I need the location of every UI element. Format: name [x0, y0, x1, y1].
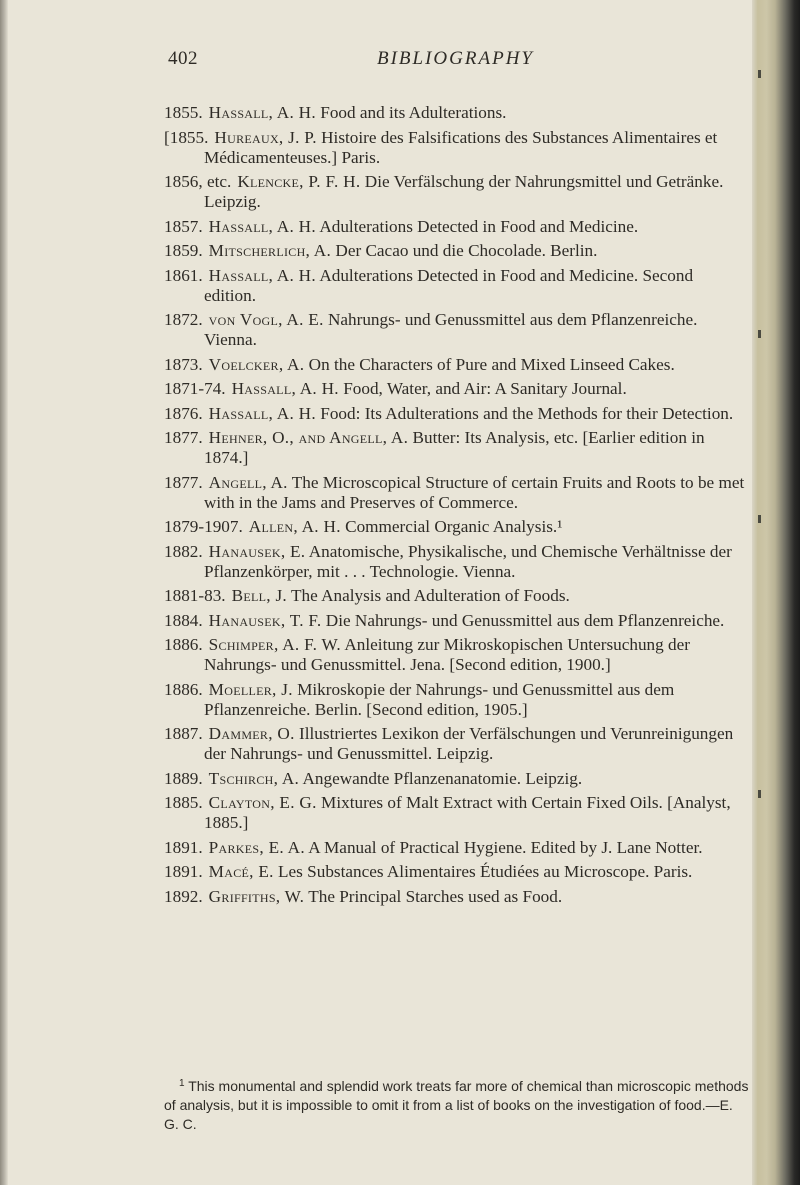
- entry-year: 1887.: [164, 724, 203, 743]
- edge-speck: [758, 515, 761, 523]
- entry-year: [1855.: [164, 127, 209, 147]
- bibliography-entry: [164, 428, 749, 468]
- entry-year: 1873.: [164, 354, 203, 374]
- bibliography-entry: [164, 542, 749, 582]
- entry-text: Anleitung zur Mikroskopischen Untersuchung der Nahrungs- und Genussmittel. Jena. [Second edition, 1900.]: [204, 635, 690, 674]
- entry-author: Schimper, A. F. W.: [208, 635, 342, 654]
- bibliography-entry: [164, 310, 749, 350]
- entry-year: 1886.: [164, 635, 203, 654]
- entry-text: Anatomische, Physikalische, und Chemische Verhältnisse der Pflanzenkörper, mit . . . Technologie. Vienna.: [204, 541, 732, 581]
- entry-author: Hassall, A. H.: [208, 403, 316, 423]
- entry-author: Hanausek, T. F.: [208, 610, 322, 630]
- entry-text: Adulterations Detected in Food and Medicine. Second edition.: [204, 265, 694, 305]
- entry-author: Hehner, O., and Angell, A.: [208, 428, 409, 447]
- entry-author: Voelcker, A.: [208, 354, 305, 374]
- entry-year: 1876.: [164, 403, 203, 423]
- entry-year: 1861.: [164, 265, 203, 285]
- bibliography-entry: [164, 769, 749, 789]
- entry-text: Angewandte Pflanzenanatomie. Leipzig.: [299, 768, 583, 788]
- bibliography-entry: [164, 379, 749, 399]
- bibliography-entry: [164, 103, 749, 123]
- edge-speck: [758, 70, 761, 78]
- bibliography-entry: [164, 680, 749, 720]
- bibliography-entry: [164, 128, 749, 168]
- entry-year: 1881-83.: [164, 586, 226, 605]
- entry-year: 1879-1907.: [164, 517, 243, 536]
- bibliography-entry: [164, 473, 749, 513]
- entry-author: Hanausek, E.: [208, 541, 306, 561]
- page-left-edge-shadow: [0, 0, 8, 1185]
- entry-year: 1872.: [164, 310, 203, 329]
- edge-speck: [758, 790, 761, 798]
- entry-text: Der Cacao und die Chocolade. Berlin.: [331, 241, 598, 260]
- entry-author: Hassall, A. H.: [208, 265, 316, 285]
- entry-text: Die Nahrungs- und Genussmittel aus dem Pflanzenreiche.: [321, 610, 725, 630]
- entry-text: Food and its Adulterations.: [315, 103, 507, 122]
- entry-author: Allen, A. H.: [248, 517, 341, 536]
- entry-year: 1886.: [164, 679, 203, 699]
- entry-text: Food, Water, and Air: A Sanitary Journal.: [338, 379, 627, 398]
- bibliography-entry: [164, 355, 749, 375]
- entry-year: 1885.: [164, 793, 203, 812]
- entry-year: 1884.: [164, 610, 203, 630]
- entry-author: Hassall, A. H.: [208, 103, 316, 122]
- bibliography-entry: [164, 266, 749, 306]
- entry-text: A Manual of Practical Hygiene. Edited by J. Lane Notter.: [304, 837, 703, 857]
- entry-text: Commercial Organic Analysis.¹: [340, 517, 563, 536]
- running-head: BIBLIOGRAPHY: [377, 48, 534, 69]
- entry-author: von Vogl, A. E.: [208, 310, 324, 329]
- bibliography-entry: [164, 172, 749, 212]
- entry-author: Hureaux, J. P.: [214, 127, 317, 147]
- page-header: [168, 48, 728, 78]
- entry-year: 1877.: [164, 428, 203, 447]
- entry-year: 1882.: [164, 541, 203, 561]
- entry-year: 1892.: [164, 886, 203, 906]
- entry-author: Hassall, A. H.: [231, 379, 339, 398]
- entry-year: 1891.: [164, 837, 203, 857]
- bibliography-entry: [164, 241, 749, 261]
- footnote-text: This monumental and splendid work treats far more of chemical than microscopic methods of analysis, but it is impossible to omit it from a list of books on the investigation of food.—E. G. C.: [164, 1078, 749, 1132]
- edge-speck: [758, 330, 761, 338]
- entry-text: Die Verfälschung der Nahrungsmittel und Getränke. Leipzig.: [204, 172, 724, 211]
- page-right-edge-binding: [752, 0, 800, 1185]
- entry-year: 1889.: [164, 768, 203, 788]
- bibliography-entry: [164, 887, 749, 907]
- bibliography-list: [164, 103, 749, 911]
- entry-year: 1857.: [164, 216, 203, 236]
- bibliography-entry: [164, 611, 749, 631]
- entry-text: Food: Its Adulterations and the Methods for their Detection.: [315, 403, 734, 423]
- bibliography-entry: [164, 217, 749, 237]
- entry-year: 1871-74.: [164, 379, 226, 398]
- entry-text: The Analysis and Adulteration of Foods.: [287, 586, 570, 605]
- entry-author: Moeller, J.: [208, 679, 293, 699]
- entry-author: Dammer, O.: [208, 724, 295, 743]
- entry-text: Les Substances Alimentaires Étudiées au Microscope. Paris.: [273, 862, 693, 881]
- entry-text: Butter: Its Analysis, etc. [Earlier edition in 1874.]: [204, 428, 705, 467]
- entry-author: Parkes, E. A.: [208, 837, 305, 857]
- entry-author: Klencke, P. F. H.: [237, 172, 361, 191]
- bibliography-entry: [164, 838, 749, 858]
- bibliography-entry: [164, 404, 749, 424]
- entry-text: The Microscopical Structure of certain Fruits and Roots to be met with in the Jams and Preserves of Commerce.: [204, 472, 745, 512]
- entry-text: The Principal Starches used as Food.: [304, 886, 563, 906]
- page-number: 402: [168, 48, 198, 69]
- entry-author: Tschirch, A.: [208, 768, 300, 788]
- footnote-marker: 1: [179, 1078, 185, 1089]
- entry-text: Illustriertes Lexikon der Verfälschungen und Verunreinigungen der Nahrungs- und Genussmittel. Leipzig.: [204, 724, 734, 763]
- entry-year: 1877.: [164, 472, 203, 492]
- entry-author: Hassall, A. H.: [208, 216, 316, 236]
- entry-author: Macé, E.: [208, 862, 274, 881]
- bibliography-entry: [164, 635, 749, 675]
- bibliography-entry: [164, 517, 749, 537]
- bibliography-entry: [164, 862, 749, 882]
- entry-text: Histoire des Falsifications des Substances Alimentaires et Médicamenteuses.] Paris.: [204, 127, 718, 167]
- entry-author: Angell, A.: [208, 472, 288, 492]
- entry-text: Adulterations Detected in Food and Medicine.: [315, 216, 639, 236]
- bibliography-entry: [164, 724, 749, 764]
- entry-author: Mitscherlich, A.: [208, 241, 332, 260]
- entry-text: Mikroskopie der Nahrungs- und Genussmittel aus dem Pflanzenreiche. Berlin. [Second edition, 1905.]: [204, 679, 675, 719]
- entry-author: Bell, J.: [231, 586, 288, 605]
- entry-text: Mixtures of Malt Extract with Certain Fixed Oils. [Analyst, 1885.]: [204, 793, 731, 832]
- entry-text: Nahrungs- und Genussmittel aus dem Pflanzenreiche. Vienna.: [204, 310, 698, 349]
- entry-year: 1855.: [164, 103, 203, 122]
- footnote: [164, 1074, 749, 1134]
- bibliography-entry: [164, 793, 749, 833]
- entry-text: On the Characters of Pure and Mixed Linseed Cakes.: [304, 354, 675, 374]
- entry-author: Clayton, E. G.: [208, 793, 317, 812]
- bibliography-entry: [164, 586, 749, 606]
- entry-year: 1856, etc.: [164, 172, 232, 191]
- entry-author: Griffiths, W.: [208, 886, 305, 906]
- entry-year: 1859.: [164, 241, 203, 260]
- entry-year: 1891.: [164, 862, 203, 881]
